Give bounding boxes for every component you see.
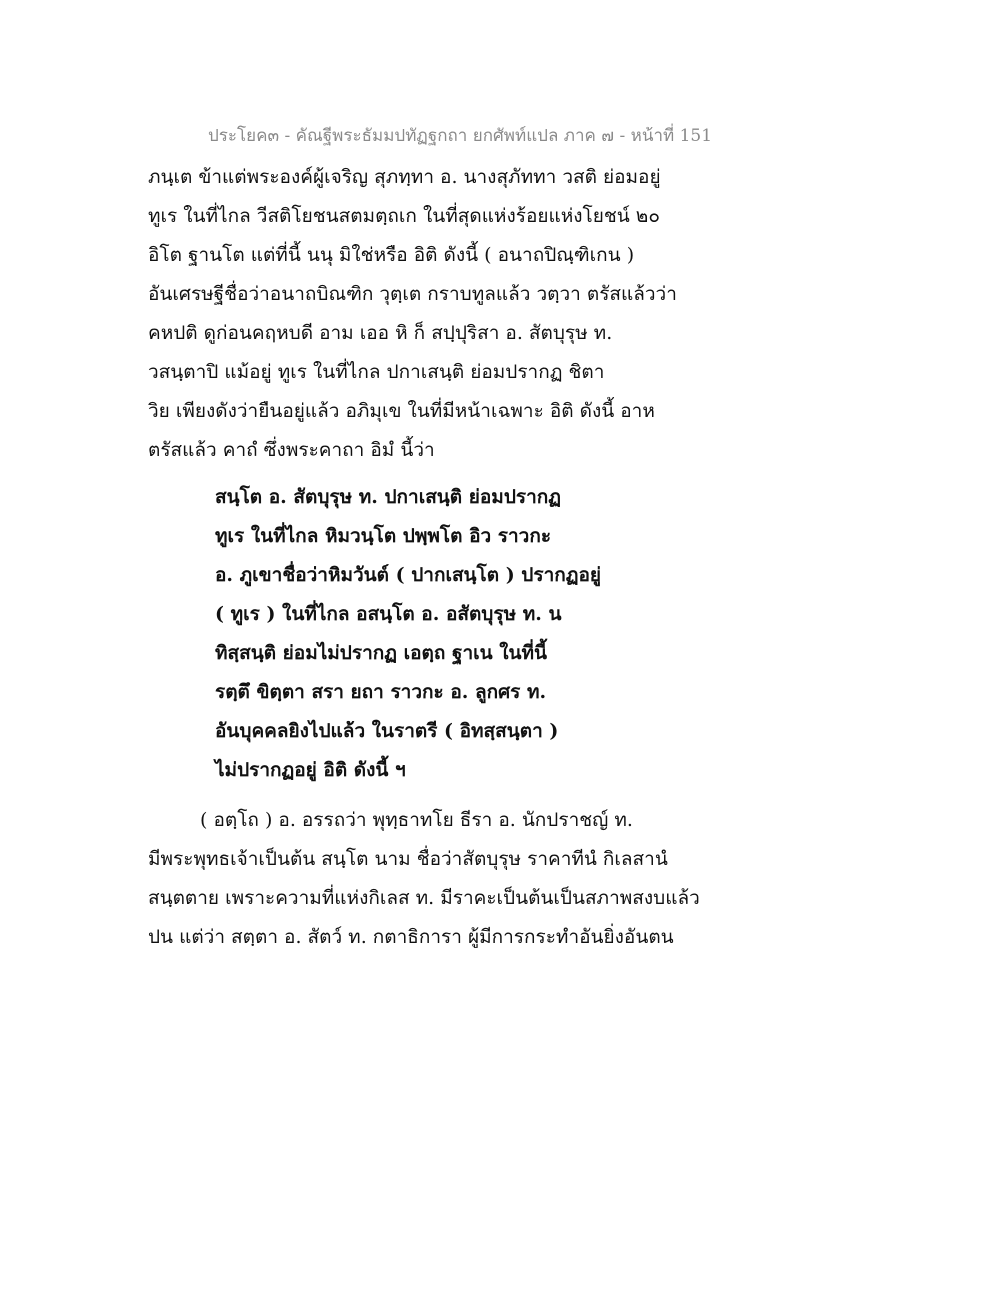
page-header: ประโยค๓ - คัณฐีพระธัมมปทัฏฐกถา ยกศัพท์แปล ภาค ๗ - หน้าที่ 151 — [207, 126, 713, 146]
text-line: ปน แต่ว่า สตฺตา อ. สัตว์ ท. กตาธิการา ผู้มีการกระทำอันยิ่งอันตน — [148, 926, 674, 948]
text-line: ภนฺเต ข้าแต่พระองค์ผู้เจริญ สุภทฺทา อ. นางสุภัททา วสติ ย่อมอยู่ — [148, 166, 661, 188]
paragraph-1 — [148, 158, 677, 470]
verse-block — [215, 478, 601, 790]
text-line: ทูเร ในที่ไกล วีสติโยชนสตมตฺถเก ในที่สุดแห่งร้อยแห่งโยชน์ ๒๐ — [148, 205, 660, 227]
text-line: อิโต ฐานโต แต่ที่นี้ นนุ มิใช่หรือ อิติ ดังนี้ ( อนาถปิณฺฑิเกน ) — [148, 244, 635, 266]
verse-line: สนฺโต อ. สัตบุรุษ ท. ปกาเสนฺติ ย่อมปรากฏ — [215, 486, 562, 508]
text-line: วสนฺตาปิ แม้อยู่ ทูเร ในที่ไกล ปกาเสนฺติ ย่อมปรากฏ ชิตา — [148, 361, 605, 383]
text-line: วิย เพียงดังว่ายืนอยู่แล้ว อภิมุเข ในที่มีหน้าเฉพาะ อิติ ดังนี้ อาห — [148, 400, 655, 422]
paragraph-2 — [148, 801, 700, 957]
text-line: ตรัสแล้ว คาถํ ซึ่งพระคาถา อิมํ นี้ว่า — [148, 439, 435, 461]
verse-line: ทิสฺสนฺติ ย่อมไม่ปรากฏ เอตฺถ ฐาเน ในที่นี้ — [215, 642, 548, 664]
verse-line: ทูเร ในที่ไกล หิมวนฺโต ปพฺพโต อิว ราวกะ — [215, 525, 552, 547]
text-line: คหปติ ดูก่อนคฤหบดี อาม เออ หิ ก็ สปฺปุริสา อ. สัตบุรุษ ท. — [148, 322, 613, 344]
verse-line: อันบุคคลยิงไปแล้ว ในราตรี ( อิทสฺสนฺตา ) — [215, 720, 559, 742]
verse-line: ( ทูเร ) ในที่ไกล อสนฺโต อ. อสัตบุรุษ ท. น — [215, 603, 562, 625]
text-line: อันเศรษฐีชื่อว่าอนาถบิณฑิก วุตฺเต กราบทูลแล้ว วตฺวา ตรัสแล้วว่า — [148, 283, 677, 305]
text-line: มีพระพุทธเจ้าเป็นต้น สนฺโต นาม ชื่อว่าสัตบุรุษ ราคาทีนํ กิเลสานํ — [148, 848, 668, 870]
verse-line: ไม่ปรากฏอยู่ อิติ ดังนี้ ฯ — [215, 759, 406, 781]
verse-line: อ. ภูเขาชื่อว่าหิมวันต์ ( ปากเสนฺโต ) ปรากฏอยู่ — [215, 564, 602, 586]
verse-line: รตฺตึ ขิตฺตา สรา ยถา ราวกะ อ. ลูกศร ท. — [215, 681, 547, 703]
text-line: ( อตฺโถ ) อ. อรรถว่า พุทฺธาทโย ธีรา อ. นักปราชญ์ ท. — [200, 809, 633, 831]
text-line: สนฺตตาย เพราะความที่แห่งกิเลส ท. มีราคะเป็นต้นเป็นสภาพสงบแล้ว — [148, 887, 700, 909]
